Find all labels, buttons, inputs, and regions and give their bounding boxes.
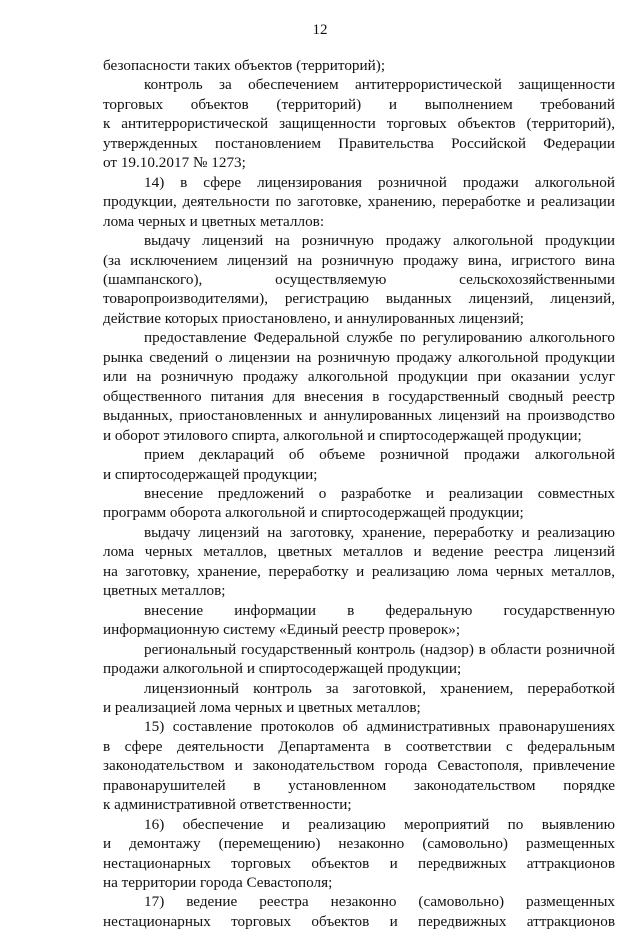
text-line: контроль за обеспечением антитеррористической защищенности [144, 76, 615, 94]
text-line: и демонтажу (перемещению) незаконно (самовольно) размещенных [103, 835, 615, 853]
text-line: предоставление Федеральной службе по регулированию алкогольного [144, 329, 615, 347]
text-line: в сфере деятельности Департамента в соответствии с федеральным [103, 737, 615, 755]
text-line: на территории города Севастополя; [103, 874, 333, 892]
text-line: нестационарных торговых объектов и передвижных аттракционов [103, 912, 615, 930]
text-line: программ оборота алкогольной и спиртосодержащей продукции; [103, 504, 524, 522]
paragraph [103, 892, 615, 931]
text-line: (за исключением лицензий на розничную продажу вина, игристого вина [103, 251, 615, 269]
text-line: лицензионный контроль за заготовкой, хранением, переработкой [144, 679, 615, 697]
text-line: выдачу лицензий на розничную продажу алкогольной продукции [144, 232, 615, 250]
text-line: утвержденных постановлением Правительства Российской Федерации [103, 134, 615, 152]
text-line: (шампанского), осуществляемую сельскохозяйственными [103, 270, 615, 288]
paragraph [103, 601, 615, 640]
text-line: продукции, деятельности по заготовке, хранению, переработке и реализации [103, 193, 615, 211]
text-line: региональный государственный контроль (надзор) в области розничной [144, 640, 615, 658]
text-line: нестационарных торговых объектов и передвижных аттракционов [103, 854, 615, 872]
text-line: 15) составление протоколов об административных правонарушениях [144, 718, 615, 736]
paragraph [103, 328, 615, 445]
paragraph [103, 484, 615, 523]
paragraph [103, 56, 615, 75]
text-line: продажи алкогольной и спиртосодержащей продукции; [103, 660, 462, 678]
text-line: или на розничную продажу алкогольной продукции при оказании услуг [103, 368, 615, 386]
text-line: выданных, приостановленных и аннулированных лицензий на производство [103, 407, 615, 425]
text-line: торговых объектов (территорий) и выполнением требований [103, 95, 615, 113]
paragraph [103, 640, 615, 679]
text-line: внесение информации в федеральную государственную [144, 601, 615, 619]
paragraph [103, 231, 615, 328]
paragraph [103, 75, 615, 172]
text-line: законодательством и законодательством города Севастополя, привлечение [103, 757, 615, 775]
paragraph [103, 717, 615, 814]
text-line: 14) в сфере лицензирования розничной продажи алкогольной [144, 173, 615, 191]
text-line: правонарушителей в установленном законодательством порядке [103, 776, 615, 794]
text-line: внесение предложений о разработке и реализации совместных [144, 484, 615, 502]
text-line: к административной ответственности; [103, 796, 352, 814]
paragraph [103, 523, 615, 601]
text-line: на заготовку, хранение, переработку и реализацию лома черных металлов, [103, 562, 615, 580]
text-line: 16) обеспечение и реализацию мероприятий по выявлению [144, 815, 615, 833]
text-line: информационную систему «Единый реестр проверок»; [103, 621, 461, 639]
text-line: действие которых приостановлено, и аннулированных лицензий; [103, 309, 524, 327]
text-line: общественного питания для внесения в государственный сводный реестр [103, 387, 615, 405]
text-line: товаропроизводителями), регистрацию выданных лицензий, лицензий, [103, 290, 615, 308]
paragraph [103, 173, 615, 231]
text-line: к антитеррористической защищенности торговых объектов (территорий), [103, 115, 615, 133]
text-line: от 19.10.2017 № 1273; [103, 154, 246, 172]
page-number: 12 [312, 22, 328, 38]
text-line: безопасности таких объектов (территорий); [103, 57, 386, 74]
text-line: прием деклараций об объеме розничной продажи алкогольной [144, 446, 615, 464]
document-body [103, 56, 615, 931]
text-line: и реализацией лома черных и цветных металлов; [103, 698, 421, 716]
paragraph [103, 815, 615, 893]
paragraph [103, 679, 615, 718]
text-line: 17) ведение реестра незаконно (самовольно) размещенных [144, 893, 615, 911]
text-line: цветных металлов; [103, 582, 226, 600]
text-line: лома черных и цветных металлов: [103, 212, 325, 230]
paragraph [103, 445, 615, 484]
text-line: рынка сведений о лицензии на розничную продажу алкогольной продукции [103, 348, 615, 366]
text-line: лома черных металлов, цветных металлов и ведение реестра лицензий [103, 543, 615, 561]
text-line: выдачу лицензий на заготовку, хранение, переработку и реализацию [144, 523, 615, 541]
text-line: и спиртосодержащей продукции; [103, 465, 318, 483]
text-line: и оборот этилового спирта, алкогольной и спиртосодержащей продукции; [103, 426, 582, 444]
